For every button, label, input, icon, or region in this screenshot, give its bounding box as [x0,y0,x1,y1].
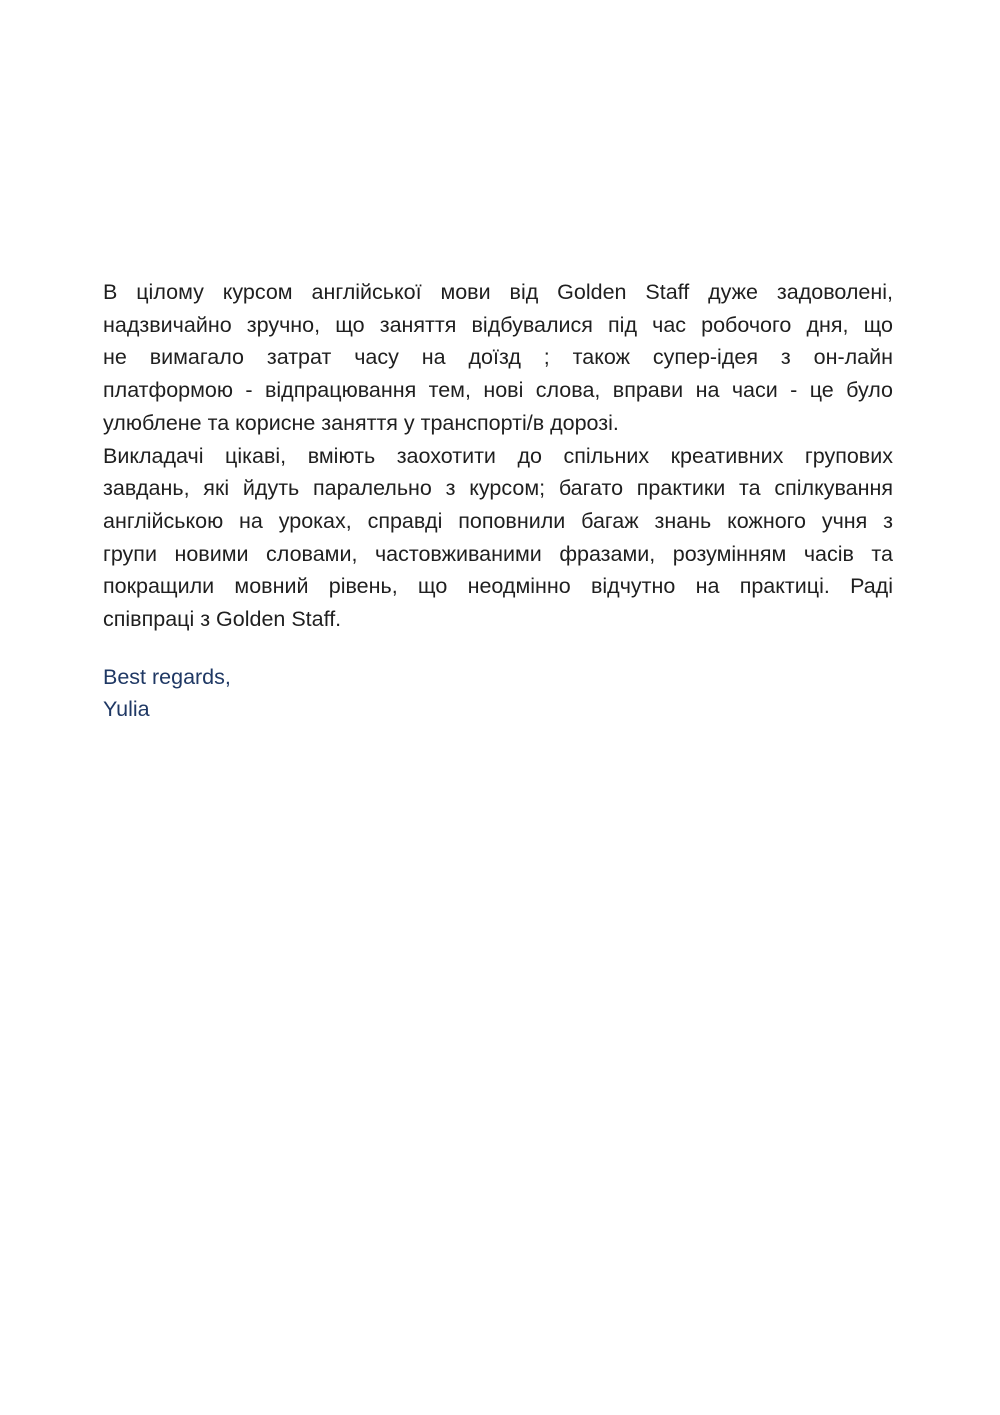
text-line: покращили мовний рівень, що неодмінно відчутно на практиці. Раді [103,574,893,599]
text-line: надзвичайно зручно, що заняття відбувалися під час робочого дня, що [103,312,893,337]
text-line: платформою - відпрацювання тем, нові слова, вправи на часи - це було [103,378,893,403]
letter-body [103,276,893,726]
signature-block [103,661,893,726]
text-line: завдань, які йдуть паралельно з курсом; багато практики та спілкування [103,476,893,501]
paragraph-overall-impression [103,276,893,440]
text-line: В цілому курсом англійської мови від Golden Staff дуже задоволені, [103,280,893,304]
text-line: Викладачі цікаві, вміють заохотити до спільних креативних групових [103,443,893,468]
text-line: групи новими словами, частовживаними фразами, розумінням часів та [103,541,893,566]
text-line: співпраці з Golden Staff. [103,607,342,632]
text-line: не вимагало затрат часу на доїзд ; також супер-ідея з он-лайн [103,345,893,370]
paragraph-teachers-feedback [103,440,893,636]
text-line: англійською на уроках, справді поповнили багаж знань кожного учня з [103,508,893,533]
signoff-name: Yulia [103,697,150,722]
text-line: улюблене та корисне заняття у транспорті/в дорозі. [103,410,619,435]
signature-closing: Best regards, [103,664,231,689]
